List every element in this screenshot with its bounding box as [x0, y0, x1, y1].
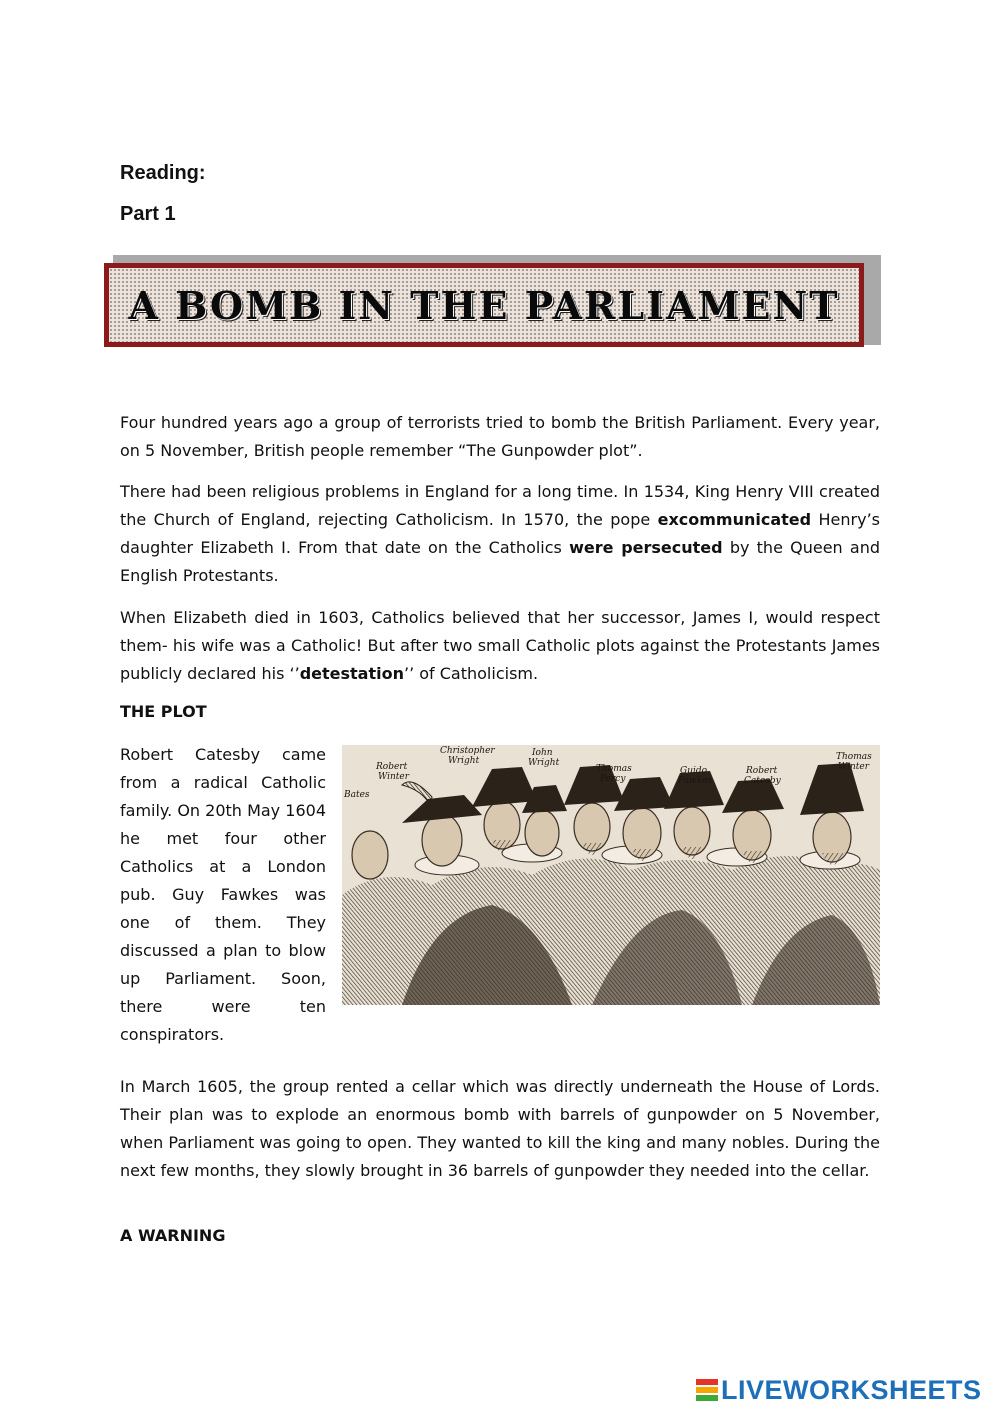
label-john-wright-2: Wright — [528, 758, 560, 768]
conspirators-engraving — [342, 745, 880, 1005]
p2-text-a: There had been religious problems in England for a long time. In 1534, King Henry VIII created the Church of England, rejecting Catholicism. In 1570, the pope — [120, 482, 880, 529]
paragraph-religious-problems — [120, 478, 880, 590]
label-thomas-percy-2: Percy — [600, 774, 626, 784]
label-thomas-winter-1: Thomas — [836, 752, 872, 762]
label-john-wright-1: Iohn — [532, 748, 553, 758]
keyword-detestation: detestation — [299, 664, 404, 683]
label-thomas-percy-1: Thomas — [596, 764, 632, 774]
paragraph-intro: Four hundred years ago a group of terrorists tried to bomb the British Parliament. Every year, on 5 November, British people remember “The Gunpowder plot”. — [120, 413, 880, 460]
label-bates: Bates — [344, 790, 370, 800]
section-heading-warning: A WARNING — [120, 1226, 226, 1245]
paragraph-cellar: In March 1605, the group rented a cellar which was directly underneath the House of Lords. Their plan was to explode an enormous bomb with barrels of gunpowder on 5 November, when Parliament was going to open. They wanted to kill the king and many nobles. During the next few months, they slowly brought in 36 barrels of gunpowder they needed into the cellar. — [120, 1077, 880, 1180]
liveworksheets-logo — [696, 1376, 991, 1404]
label-robert-winter-1: Robert — [376, 762, 408, 772]
p3-text-a: When Elizabeth died in 1603, Catholics believed that her successor, James I, would respect them- his wife was a Catholic! But after two small Catholic plots against the Protestants James publicly declared his ‘’ — [120, 608, 880, 683]
label-christopher-wright-2: Wright — [448, 756, 480, 766]
label-robert-catesby-1: Robert — [746, 766, 778, 776]
title-banner — [104, 263, 864, 347]
label-guido-fawkes-1: Guido — [680, 766, 708, 776]
reading-heading: Reading: — [120, 162, 206, 184]
label-thomas-winter-2: Winter — [838, 762, 870, 772]
logo-mark-icon — [696, 1378, 718, 1402]
section-heading-plot: THE PLOT — [120, 702, 207, 721]
label-guido-fawkes-2: Fawkes — [678, 776, 713, 786]
banner-title: A BOMB IN THE PARLIAMENT — [128, 282, 840, 328]
p2-text-c: Henry’s daughter Elizabeth I. From that date on the Catholics — [120, 510, 880, 557]
keyword-were-persecuted: were persecuted — [569, 538, 723, 557]
keyword-excommunicated: excommunicated — [657, 510, 812, 529]
paragraph-elizabeth-death — [120, 604, 880, 688]
label-robert-winter-2: Winter — [378, 772, 410, 782]
paragraph-plot: Robert Catesby came from a radical Catholic family. On 20th May 1604 he met four other Catholics at a London pub. Guy Fawkes was one of them. They discussed a plan to blow up Parliament. Soon, there were ten conspirators. — [120, 745, 326, 1044]
p2-text-e: by the Queen and English Protestants. — [120, 538, 881, 585]
part-heading: Part 1 — [120, 203, 176, 225]
p3-text-c: ’’ of Catholicism. — [403, 664, 539, 683]
engraving-image — [342, 745, 880, 1005]
logo-text: LIVEWORKSHEETS — [721, 1374, 982, 1405]
label-robert-catesby-2: Catesby — [744, 776, 781, 786]
label-christopher-wright-1: Christopher — [440, 746, 495, 756]
